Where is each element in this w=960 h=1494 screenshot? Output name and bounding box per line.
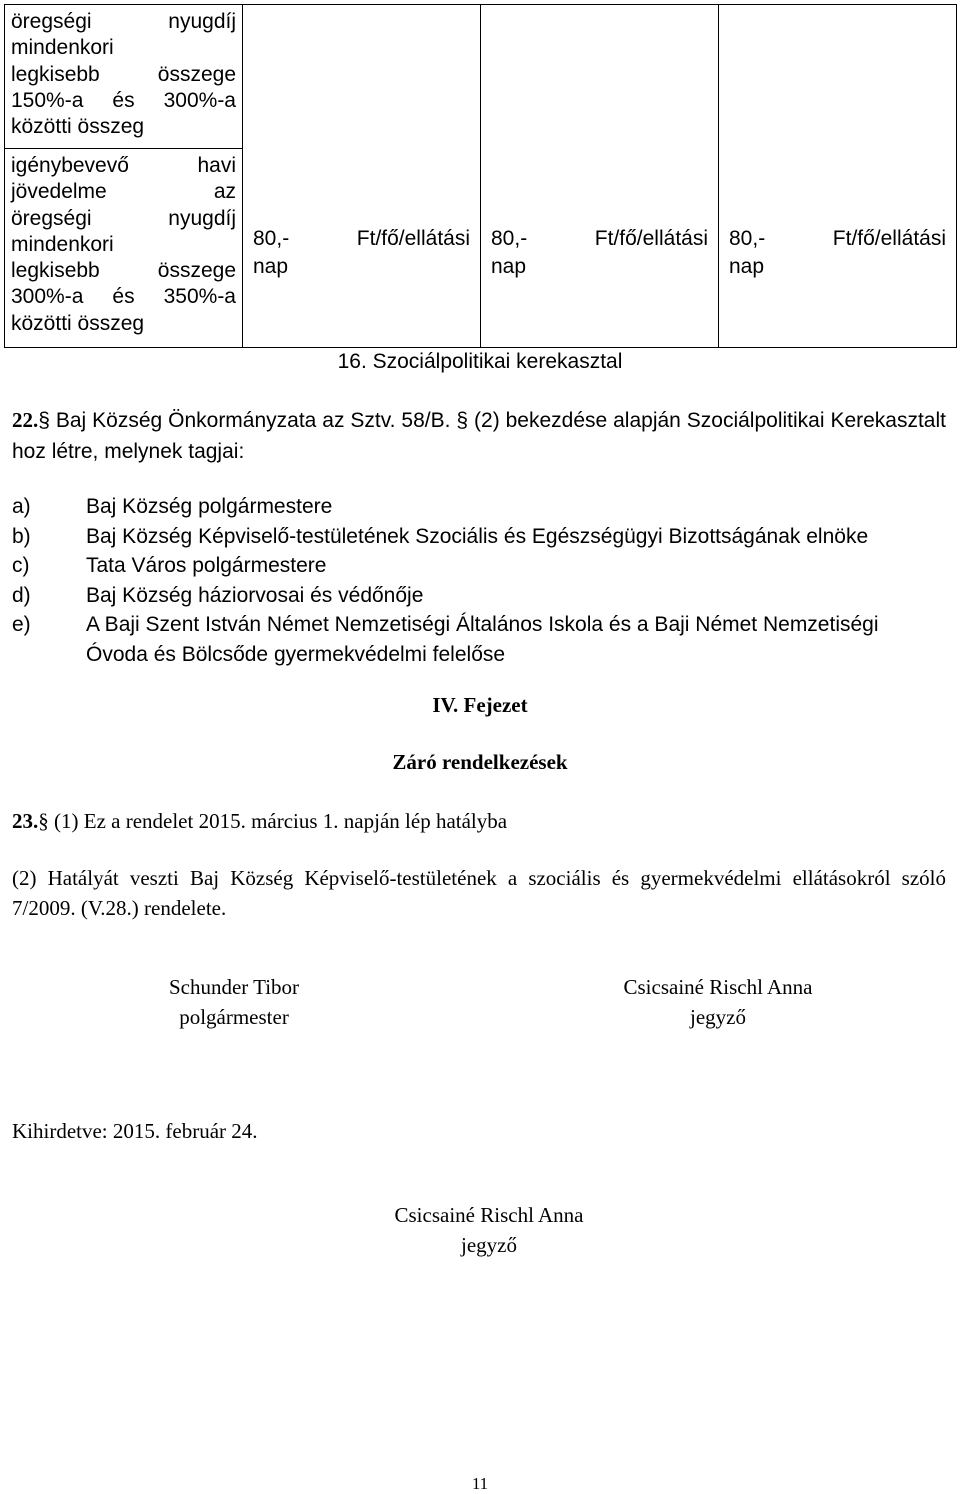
table-row bbox=[5, 5, 957, 149]
page-number: 11 bbox=[471, 1474, 489, 1493]
amount-unit: Ft/fő/ellátási bbox=[832, 227, 946, 250]
desc-line: legkisebb összege bbox=[11, 62, 236, 86]
desc-line: öregségi nyugdíj bbox=[11, 10, 236, 33]
list-text: A Baji Szent István Német Nemzetiségi Általános Iskola és a Baji Német Nemzetiségi Óvoda és Bölcsőde gyermekvédelmi felelőse bbox=[86, 613, 879, 666]
desc-line: öregségi nyugdíj bbox=[11, 206, 236, 230]
list-text: Baj Község háziorvosai és védőnője bbox=[86, 583, 424, 607]
desc-line: közötti összeg bbox=[11, 311, 145, 335]
list-marker: b) bbox=[12, 524, 31, 548]
amount-unit: Ft/fő/ellátási bbox=[356, 227, 470, 250]
desc-line: mindenkori bbox=[11, 232, 114, 256]
signatory-name: Csicsainé Rischl Anna bbox=[394, 1203, 584, 1227]
desc-line: igénybevevő havi bbox=[11, 154, 236, 177]
paragraph-number: 22. bbox=[12, 408, 39, 432]
paragraph-23 bbox=[12, 806, 946, 836]
list-text: Baj Község Képviselő-testületének Szociális és Egészségügyi Bizottságának elnöke bbox=[86, 524, 869, 548]
desc-line: közötti összeg bbox=[11, 115, 145, 139]
list-item bbox=[12, 492, 946, 522]
amount-cell bbox=[481, 5, 719, 348]
signatory-role: jegyző bbox=[461, 1233, 517, 1257]
member-list bbox=[12, 492, 946, 669]
desc-line: mindenkori bbox=[11, 36, 114, 60]
income-range-cell bbox=[5, 149, 243, 348]
section-sign: § bbox=[38, 809, 49, 833]
signatory-role: polgármester bbox=[179, 1005, 289, 1029]
list-marker: e) bbox=[12, 613, 31, 636]
list-text: Baj Község polgármestere bbox=[86, 495, 333, 518]
section-sign: § bbox=[38, 409, 50, 432]
paragraph-22 bbox=[12, 405, 946, 467]
list-marker: d) bbox=[12, 583, 31, 607]
list-marker: a) bbox=[12, 495, 31, 518]
amount-cell bbox=[719, 5, 957, 348]
chapter-subtitle: Záró rendelkezések bbox=[392, 750, 568, 774]
final-signature bbox=[339, 1200, 639, 1260]
paragraph-text: (2) bekezdése alapján Szociálpolitikai Kerekasztalt hoz létre, melynek tagjai: bbox=[12, 409, 946, 463]
amount-value: 80,- bbox=[253, 227, 290, 250]
list-item bbox=[12, 522, 946, 552]
chapter-title: IV. Fejezet bbox=[432, 693, 528, 717]
signature-notary bbox=[568, 972, 868, 1032]
amount-value: 80,- bbox=[491, 227, 528, 250]
amount-day: nap bbox=[729, 255, 765, 278]
amount-day: nap bbox=[253, 255, 289, 278]
signatory-name: Csicsainé Rischl Anna bbox=[623, 975, 813, 999]
desc-line: legkisebb összege bbox=[11, 259, 236, 283]
desc-line: jövedelme az bbox=[11, 180, 236, 204]
desc-line: 150%-a és 300%-a bbox=[11, 88, 236, 112]
benefit-table bbox=[4, 4, 957, 348]
desc-line: 300%-a és 350%-a bbox=[11, 285, 236, 309]
paragraph-text: Baj Község Önkormányzata az Sztv. 58/B. bbox=[49, 409, 457, 432]
list-item bbox=[12, 551, 946, 581]
list-marker: c) bbox=[12, 554, 30, 577]
amount-value: 80,- bbox=[729, 227, 766, 250]
list-item bbox=[12, 610, 946, 669]
paragraph-number: 23. bbox=[12, 809, 39, 833]
amount-unit: Ft/fő/ellátási bbox=[594, 227, 708, 250]
list-text: Tata Város polgármestere bbox=[86, 554, 327, 577]
promulgation-date: Kihirdetve: 2015. február 24. bbox=[12, 1119, 258, 1143]
income-range-cell bbox=[5, 5, 243, 149]
amount-cell bbox=[243, 5, 481, 348]
section-sign: § bbox=[456, 409, 469, 432]
signatory-name: Schunder Tibor bbox=[168, 975, 300, 999]
amount-day: nap bbox=[491, 255, 527, 278]
paragraph-23-2: (2) Hatályát veszti Baj Község Képviselő-testületének a szociális és gyermekvédelmi ellátásokról szóló 7/2009. (V.28.) rendelete. bbox=[12, 866, 946, 920]
signatory-role: jegyző bbox=[690, 1005, 746, 1029]
section-caption: 16. Szociálpolitikai kerekasztal bbox=[337, 350, 623, 373]
signature-mayor bbox=[104, 972, 364, 1032]
list-item bbox=[12, 581, 946, 611]
paragraph-text: (1) Ez a rendelet 2015. március 1. napján lép hatályba bbox=[48, 809, 508, 833]
